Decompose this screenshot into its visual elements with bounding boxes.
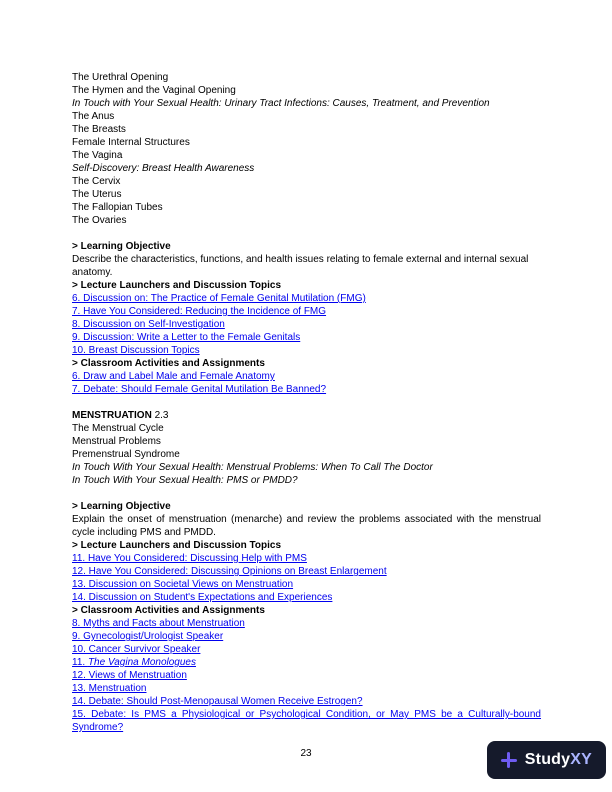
text-segment: In Touch With Your Sexual Health: Menstrual Problems: When To Call The Doctor	[72, 462, 433, 473]
text-segment: Premenstrual Syndrome	[72, 449, 180, 460]
text-segment: The Urethral Opening	[72, 72, 169, 83]
brand-name-primary: Study	[524, 751, 571, 768]
doc-link-line[interactable]	[72, 344, 541, 357]
text-segment[interactable]: 8. Myths and Facts about Menstruation	[72, 618, 245, 629]
document-body	[72, 71, 541, 734]
text-segment[interactable]: The Vagina Monologues	[87, 657, 196, 668]
text-segment: > Learning Objective	[72, 501, 171, 512]
doc-heading-line	[72, 240, 541, 253]
text-segment: > Classroom Activities and Assignments	[72, 358, 265, 369]
text-segment[interactable]: 15. Debate: Is PMS a Physiological or Psychological Condition, or May PMS be a Culturally-bound Syndrome?	[72, 709, 541, 733]
doc-text-line	[72, 513, 541, 539]
text-segment: The Ovaries	[72, 215, 127, 226]
text-segment: 2.3	[151, 410, 169, 421]
text-segment: The Hymen and the Vaginal Opening	[72, 85, 236, 96]
doc-link-line[interactable]	[72, 578, 541, 591]
doc-link-line[interactable]	[72, 370, 541, 383]
doc-text-line	[72, 123, 541, 136]
text-segment[interactable]: 6. Draw and Label Male and Female Anatomy	[72, 371, 275, 382]
doc-text-line	[72, 110, 541, 123]
doc-link-line[interactable]	[72, 708, 541, 734]
doc-link-line[interactable]	[72, 643, 541, 656]
text-segment: Explain the onset of menstruation (menarche) and review the problems associated with the menstrual cycle including PMS and PMDD.	[72, 514, 541, 538]
doc-text-line	[72, 97, 541, 110]
text-segment: Menstrual Problems	[72, 436, 161, 447]
doc-text-line	[72, 162, 541, 175]
brand-name-secondary: XY	[570, 751, 592, 768]
doc-text-line	[72, 201, 541, 214]
doc-heading-line	[72, 500, 541, 513]
doc-text-line	[72, 84, 541, 97]
doc-text-line	[72, 175, 541, 188]
text-segment: MENSTRUATION	[72, 410, 152, 421]
text-segment[interactable]: 10. Breast Discussion Topics	[72, 345, 200, 356]
text-segment[interactable]: 9. Discussion: Write a Letter to the Female Genitals	[72, 332, 301, 343]
text-segment[interactable]: 7. Debate: Should Female Genital Mutilation Be Banned?	[72, 384, 327, 395]
doc-link-line[interactable]	[72, 318, 541, 331]
text-segment: Describe the characteristics, functions, and health issues relating to female external and internal sexual anatomy.	[72, 254, 529, 278]
doc-link-line[interactable]	[72, 656, 541, 669]
text-segment[interactable]: 8. Discussion on Self-Investigation	[72, 319, 225, 330]
doc-text-line	[72, 214, 541, 227]
doc-text-line	[72, 188, 541, 201]
text-segment: In Touch With Your Sexual Health: PMS or PMDD?	[72, 475, 298, 486]
doc-link-line[interactable]	[72, 630, 541, 643]
blank-line	[72, 227, 541, 240]
doc-text-line	[72, 71, 541, 84]
text-segment[interactable]: 7. Have You Considered: Reducing the Incidence of FMG	[72, 306, 327, 317]
text-segment[interactable]: 13. Menstruation	[72, 683, 147, 694]
blank-line	[72, 487, 541, 500]
text-segment: The Vagina	[72, 150, 123, 161]
doc-link-line[interactable]	[72, 565, 541, 578]
doc-text-line	[72, 149, 541, 162]
doc-text-line	[72, 474, 541, 487]
text-segment[interactable]: 14. Debate: Should Post-Menopausal Women Receive Estrogen?	[72, 696, 363, 707]
doc-heading-line	[72, 409, 541, 422]
doc-heading-line	[72, 357, 541, 370]
doc-link-line[interactable]	[72, 669, 541, 682]
studyxy-logo-badge	[487, 741, 606, 779]
text-segment: The Breasts	[72, 124, 126, 135]
text-segment: The Fallopian Tubes	[72, 202, 163, 213]
text-segment[interactable]: 11. Have You Considered: Discussing Help with PMS	[72, 553, 307, 564]
text-segment: The Uterus	[72, 189, 122, 200]
doc-link-line[interactable]	[72, 331, 541, 344]
doc-link-line[interactable]	[72, 695, 541, 708]
text-segment[interactable]: 12. Views of Menstruation	[72, 670, 187, 681]
doc-link-line[interactable]	[72, 617, 541, 630]
doc-heading-line	[72, 604, 541, 617]
text-segment: Self-Discovery: Breast Health Awareness	[72, 163, 255, 174]
doc-heading-line	[72, 539, 541, 552]
doc-heading-line	[72, 279, 541, 292]
text-segment: > Lecture Launchers and Discussion Topics	[72, 280, 282, 291]
doc-text-line	[72, 422, 541, 435]
doc-link-line[interactable]	[72, 591, 541, 604]
blank-line	[72, 396, 541, 409]
plus-icon	[501, 752, 517, 768]
doc-text-line	[72, 253, 541, 279]
text-segment[interactable]: 10. Cancer Survivor Speaker	[72, 644, 201, 655]
text-segment: > Lecture Launchers and Discussion Topics	[72, 540, 282, 551]
doc-link-line[interactable]	[72, 552, 541, 565]
text-segment[interactable]: 9. Gynecologist/Urologist Speaker	[72, 631, 224, 642]
text-segment[interactable]: 12. Have You Considered: Discussing Opinions on Breast Enlargement	[72, 566, 387, 577]
text-segment: Female Internal Structures	[72, 137, 190, 148]
doc-text-line	[72, 136, 541, 149]
doc-link-line[interactable]	[72, 292, 541, 305]
doc-text-line	[72, 448, 541, 461]
brand-name	[525, 751, 592, 769]
doc-text-line	[72, 461, 541, 474]
text-segment: > Classroom Activities and Assignments	[72, 605, 265, 616]
text-segment[interactable]: 6. Discussion on: The Practice of Female Genital Mutilation (FMG)	[72, 293, 366, 304]
text-segment[interactable]: 11.	[72, 657, 88, 668]
page-number: 23	[300, 748, 312, 759]
doc-link-line[interactable]	[72, 383, 541, 396]
text-segment: In Touch with Your Sexual Health: Urinary Tract Infections: Causes, Treatment, and Prevention	[72, 98, 490, 109]
doc-text-line	[72, 435, 541, 448]
text-segment[interactable]: 14. Discussion on Student's Expectations and Experiences	[72, 592, 333, 603]
text-segment: The Menstrual Cycle	[72, 423, 164, 434]
doc-link-line[interactable]	[72, 682, 541, 695]
text-segment: The Anus	[72, 111, 115, 122]
doc-link-line[interactable]	[72, 305, 541, 318]
text-segment: The Cervix	[72, 176, 121, 187]
text-segment: > Learning Objective	[72, 241, 171, 252]
text-segment[interactable]: 13. Discussion on Societal Views on Menstruation	[72, 579, 294, 590]
